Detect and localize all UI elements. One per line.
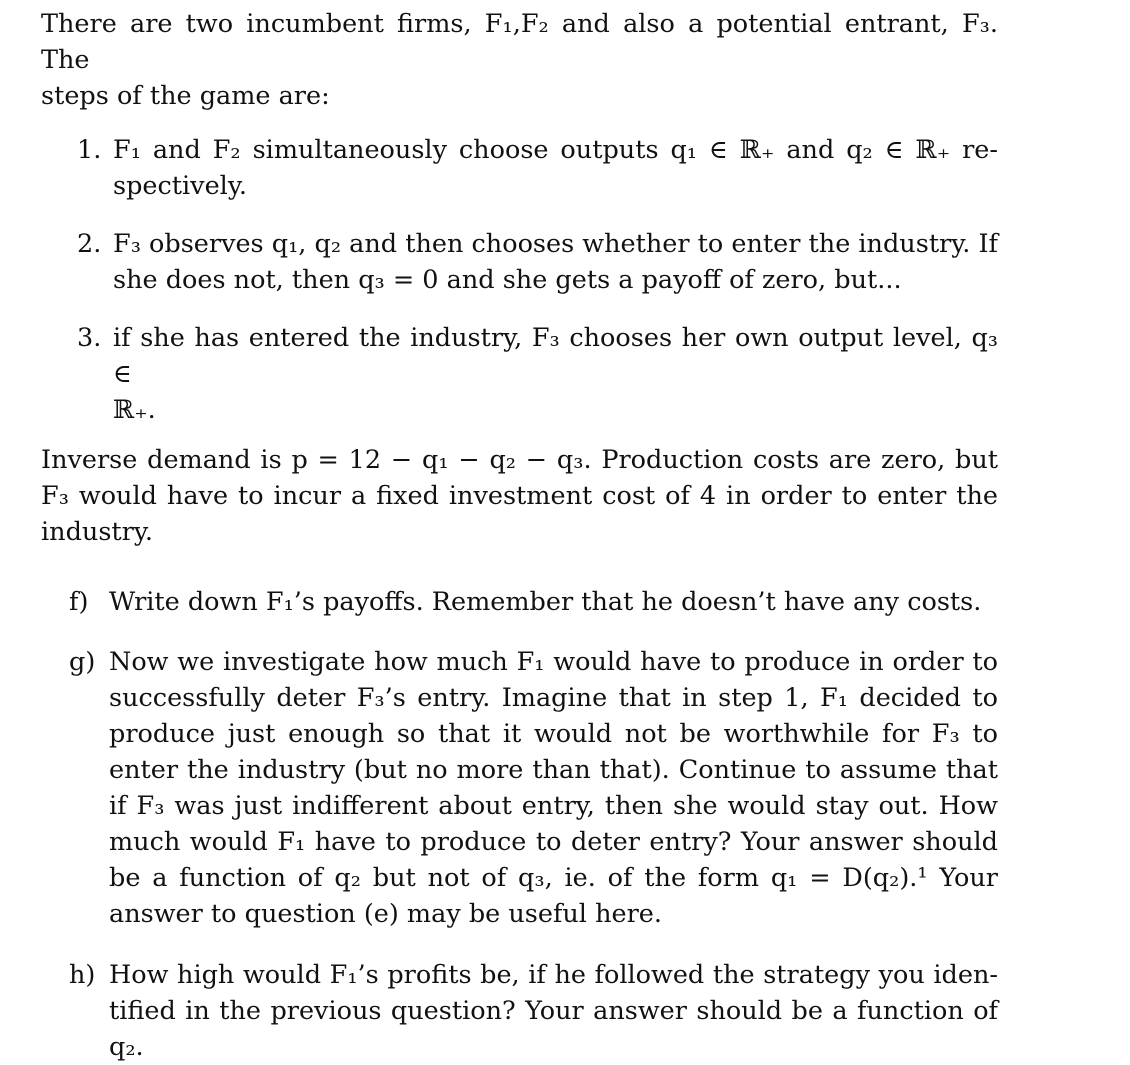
question-g-line-2: successfully deter F₃’s entry. Imagine that in step 1, F₁ decided to: [109, 683, 998, 713]
question-label: g): [69, 647, 96, 677]
step-3-line-1: if she has entered the industry, F₃ chooses her own output level, q₃ ∈: [113, 323, 998, 389]
step-1-line-1: F₁ and F₂ simultaneously choose outputs q₁ ∈ ℝ₊ and q₂ ∈ ℝ₊ re-: [113, 135, 998, 165]
step-number: 1.: [77, 135, 102, 165]
step-number: 2.: [77, 229, 102, 259]
step-2-line-1: F₃ observes q₁, q₂ and then chooses whether to enter the industry. If: [113, 229, 998, 259]
intro-line-2: steps of the game are:: [41, 81, 330, 111]
question-f-line-1: Write down F₁’s payoffs. Remember that he doesn’t have any costs.: [109, 587, 982, 617]
intro-paragraph: [41, 6, 998, 114]
question-g-line-4: enter the industry (but no more than that). Continue to assume that: [109, 755, 998, 785]
question-h: [69, 957, 998, 1065]
demand-line-1: Inverse demand is p = 12 − q₁ − q₂ − q₃. Production costs are zero, but: [41, 445, 998, 475]
questions-list: [41, 584, 998, 1065]
step-3-line-2: ℝ₊.: [113, 395, 156, 425]
step-item-1: [77, 132, 998, 204]
question-h-line-2: tified in the previous question? Your answer should be a function of: [109, 996, 998, 1026]
question-g-line-8: answer to question (e) may be useful here.: [109, 899, 662, 929]
question-g-line-6: much would F₁ have to produce to deter entry? Your answer should: [109, 827, 998, 857]
question-label: h): [69, 960, 96, 990]
step-1-line-2: spectively.: [113, 171, 247, 201]
step-number: 3.: [77, 323, 102, 353]
question-g-line-1: Now we investigate how much F₁ would have to produce in order to: [109, 647, 998, 677]
question-g: [69, 644, 998, 932]
steps-list: [41, 132, 998, 428]
question-label: f): [69, 587, 89, 617]
step-item-2: [77, 226, 998, 298]
demand-line-3: industry.: [41, 517, 153, 547]
step-2-line-2: she does not, then q₃ = 0 and she gets a payoff of zero, but...: [113, 265, 902, 295]
question-f: [69, 584, 998, 620]
demand-paragraph: [41, 442, 998, 550]
question-g-line-3: produce just enough so that it would not be worthwhile for F₃ to: [109, 719, 998, 749]
question-h-line-1: How high would F₁’s profits be, if he followed the strategy you iden-: [109, 960, 998, 990]
problem-text: [41, 6, 998, 1065]
step-item-3: [77, 320, 998, 428]
question-g-line-5: if F₃ was just indifferent about entry, then she would stay out. How: [109, 791, 998, 821]
question-g-line-7: be a function of q₂ but not of q₃, ie. of the form q₁ = D(q₂).¹ Your: [109, 863, 998, 893]
intro-line-1: There are two incumbent firms, F₁,F₂ and also a potential entrant, F₃. The: [41, 9, 998, 75]
question-h-line-3: q₂.: [109, 1032, 144, 1062]
demand-line-2: F₃ would have to incur a fixed investment cost of 4 in order to enter the: [41, 481, 998, 511]
